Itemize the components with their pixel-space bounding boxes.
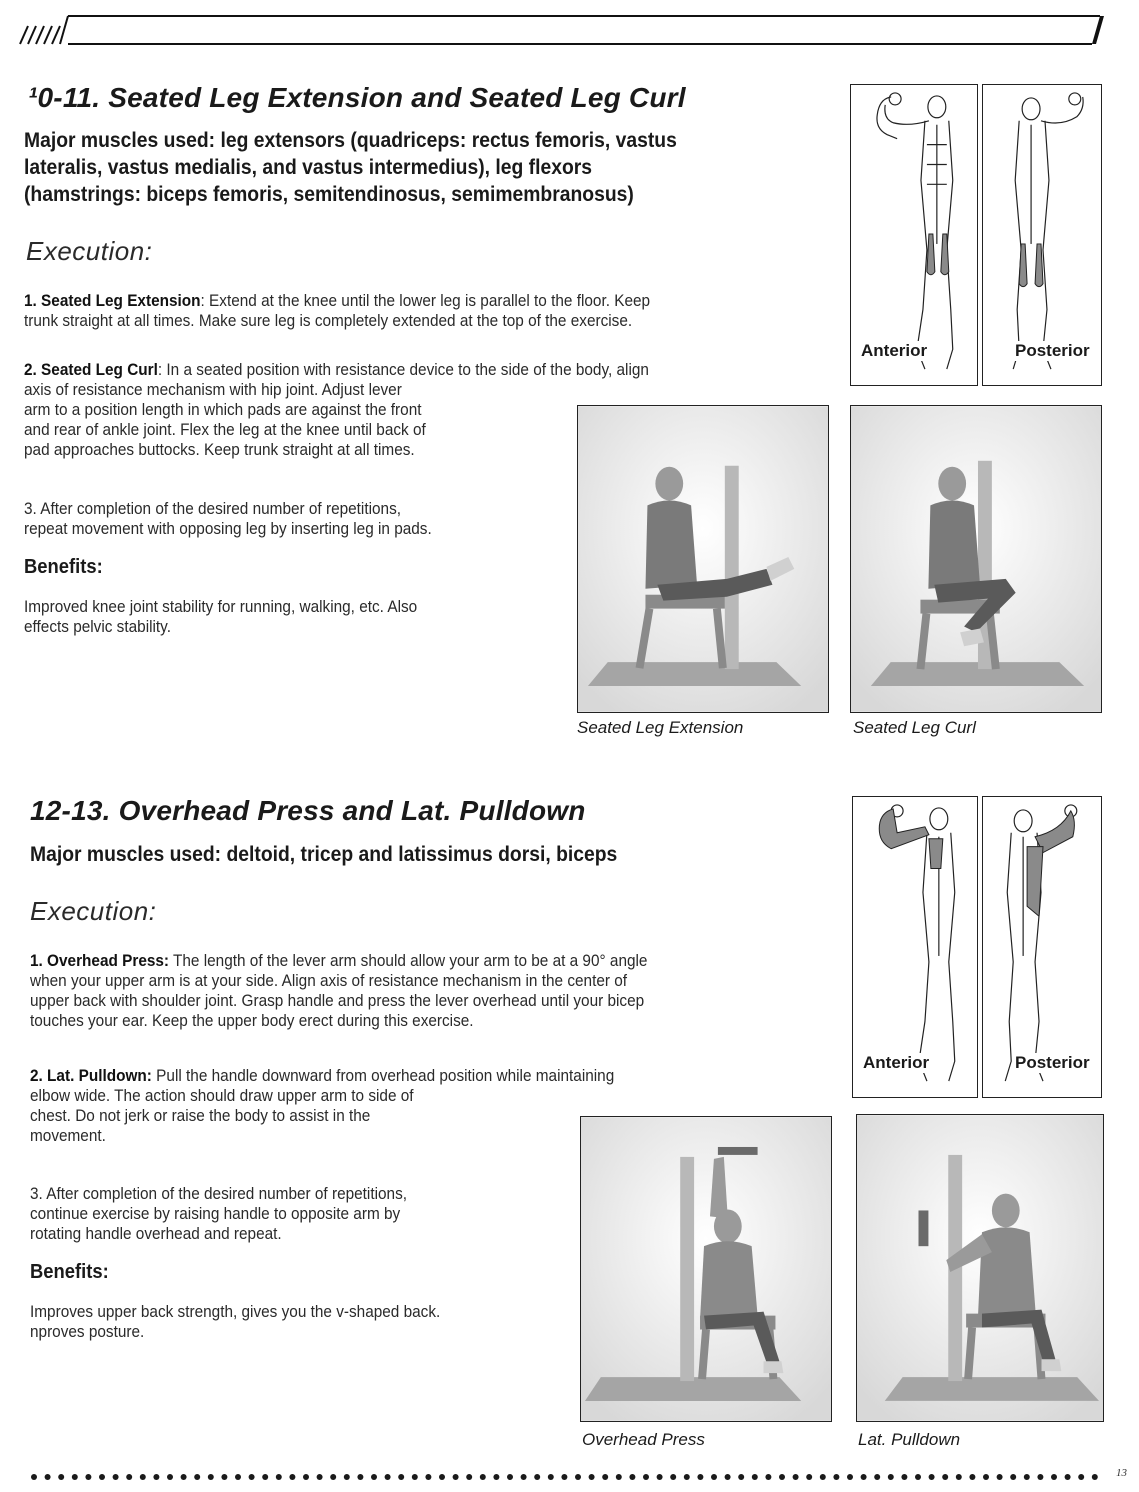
footer-dot <box>575 1474 581 1480</box>
footer-dot <box>45 1474 51 1480</box>
section1-muscles <box>24 127 815 208</box>
section1-anterior-figure <box>850 84 978 386</box>
anterior-muscle-icon <box>851 85 979 385</box>
footer-dot <box>670 1474 676 1480</box>
footer-dot <box>262 1474 268 1480</box>
section2-step2-text-a: Pull the handle downward from overhead position while maintaining <box>151 1067 615 1085</box>
section2-step3-text-a: 3. After completion of the desired number of repetitions, <box>30 1185 408 1203</box>
footer-dot <box>820 1474 826 1480</box>
seated-leg-extension-image <box>578 406 828 712</box>
footer-dot <box>629 1474 635 1480</box>
footer-dot <box>684 1474 690 1480</box>
overhead-press-photo <box>580 1116 832 1422</box>
footer-dot <box>534 1474 540 1480</box>
footer-dot <box>874 1474 880 1480</box>
footer-dot <box>412 1474 418 1480</box>
footer-dot <box>561 1474 567 1480</box>
footer-dot <box>398 1474 404 1480</box>
lat-pulldown-caption: Lat. Pulldown <box>858 1430 961 1449</box>
section1-muscles-line2: lateralis, vastus medialis, and vastus intermedius), leg flexors <box>24 156 593 179</box>
footer-dot <box>85 1474 91 1480</box>
footer-dot <box>140 1474 146 1480</box>
footer-dot <box>249 1474 255 1480</box>
footer-dot <box>425 1474 431 1480</box>
footer-dot <box>194 1474 200 1480</box>
section2-step2-label: 2. Lat. Pulldown: <box>30 1067 152 1085</box>
section1-step3-text-a: 3. After completion of the desired number of repetitions, <box>24 500 402 518</box>
section2-anterior-figure <box>852 796 978 1098</box>
section1-step1 <box>24 291 842 331</box>
footer-dot <box>235 1474 241 1480</box>
lat-pulldown-image <box>857 1115 1103 1421</box>
section2-benefits-text-a: Improves upper back strength, gives you the v-shaped back. <box>30 1303 441 1321</box>
section1-anterior-label: Anterior <box>861 341 928 360</box>
overhead-press-caption: Overhead Press <box>582 1430 705 1449</box>
footer-dot <box>453 1474 459 1480</box>
section1-benefits-heading: Benefits: <box>24 556 103 578</box>
footer-dot <box>711 1474 717 1480</box>
footer-dot <box>181 1474 187 1480</box>
footer-dot <box>330 1474 336 1480</box>
section1-step2-text-a: : In a seated position with resistance device to the side of the body, align <box>157 361 649 379</box>
footer-dot <box>1078 1474 1084 1480</box>
section2-step3 <box>30 1184 551 1244</box>
footer-dot <box>153 1474 159 1480</box>
section2-title: 12-13. Overhead Press and Lat. Pulldown <box>30 795 586 826</box>
footer-dot <box>1037 1474 1043 1480</box>
footer-dot <box>276 1474 282 1480</box>
footer-dot <box>385 1474 391 1480</box>
footer-dot <box>833 1474 839 1480</box>
footer-dot <box>915 1474 921 1480</box>
footer-dot <box>1010 1474 1016 1480</box>
anterior-upper-muscle-icon <box>853 797 979 1097</box>
footer-dot <box>289 1474 295 1480</box>
section1-step1-text-b: trunk straight at all times. Make sure leg is completely extended at the top of the exercise. <box>24 312 633 330</box>
overhead-press-image <box>581 1117 831 1421</box>
seated-leg-extension-caption: Seated Leg Extension <box>577 718 744 737</box>
section2-anterior-label: Anterior <box>863 1053 930 1072</box>
section2-posterior-figure <box>982 796 1102 1098</box>
footer-dot <box>861 1474 867 1480</box>
footer-dot <box>99 1474 105 1480</box>
section2-step1-text-a: The length of the lever arm should allow your arm to be at a 90° angle <box>169 952 648 970</box>
section1-step1-label: 1. Seated Leg Extension <box>24 292 201 310</box>
section2-step3-text-b: continue exercise by raising handle to opposite arm by <box>30 1205 401 1223</box>
footer-dot <box>901 1474 907 1480</box>
footer-dot <box>221 1474 227 1480</box>
footer-dot <box>997 1474 1003 1480</box>
section1-title: ¹0-11. Seated Leg Extension and Seated Leg Curl <box>28 82 686 113</box>
section1-step2-label: 2. Seated Leg Curl <box>24 361 158 379</box>
section1-step2-text-d: and rear of ankle joint. Flex the leg at the knee until back of <box>24 421 426 439</box>
footer-dot-rule <box>30 1470 1110 1484</box>
seated-leg-curl-image <box>851 406 1101 712</box>
footer-dot <box>466 1474 472 1480</box>
section2-step1-text-d: touches your ear. Keep the upper body erect during this exercise. <box>30 1012 474 1030</box>
section1-step2-text-e: pad approaches buttocks. Keep trunk straight at all times. <box>24 441 415 459</box>
section1-step3 <box>24 499 545 539</box>
footer-dot <box>493 1474 499 1480</box>
section1-benefits <box>24 597 545 637</box>
footer-dot <box>344 1474 350 1480</box>
footer-dot <box>589 1474 595 1480</box>
section1-execution-heading: Execution: <box>26 236 153 266</box>
footer-dot <box>752 1474 758 1480</box>
section2-step1-label: 1. Overhead Press: <box>30 952 170 970</box>
section1-muscles-line3: (hamstrings: biceps femoris, semitendinosus, semimembranosus) <box>24 183 634 206</box>
section2-posterior-label: Posterior <box>1015 1053 1090 1072</box>
footer-dot <box>208 1474 214 1480</box>
footer-dot <box>793 1474 799 1480</box>
footer-dot <box>956 1474 962 1480</box>
footer-dot <box>806 1474 812 1480</box>
section1-muscles-line1: Major muscles used: leg extensors (quadriceps: rectus femoris, vastus <box>24 129 677 152</box>
footer-dot <box>548 1474 554 1480</box>
section2-step3-text-c: rotating handle overhead and repeat. <box>30 1225 282 1243</box>
footer-dot <box>929 1474 935 1480</box>
section2-step1 <box>30 951 848 1031</box>
page-number: 13 <box>1116 1467 1127 1479</box>
footer-dot <box>1024 1474 1030 1480</box>
section1-step2-text-b: axis of resistance mechanism with hip joint. Adjust lever <box>24 381 402 399</box>
seated-leg-curl-photo <box>850 405 1102 713</box>
footer-dot <box>738 1474 744 1480</box>
section1-benefits-text-b: effects pelvic stability. <box>24 618 171 636</box>
footer-dot <box>969 1474 975 1480</box>
footer-dot <box>983 1474 989 1480</box>
footer-dot <box>765 1474 771 1480</box>
footer-dot <box>113 1474 119 1480</box>
section2-benefits-heading: Benefits: <box>30 1261 109 1283</box>
footer-dot <box>72 1474 78 1480</box>
section2-step1-text-c: upper back with shoulder joint. Grasp handle and press the lever overhead until your bicep <box>30 992 645 1010</box>
section2-step2-text-d: movement. <box>30 1127 106 1145</box>
section1-posterior-label: Posterior <box>1015 341 1090 360</box>
section2-step2-text-c: chest. Do not jerk or raise the body to assist in the <box>30 1107 371 1125</box>
footer-dot <box>357 1474 363 1480</box>
footer-dot <box>303 1474 309 1480</box>
footer-dot <box>657 1474 663 1480</box>
seated-leg-curl-caption: Seated Leg Curl <box>853 718 976 737</box>
section1-step2-text-c: arm to a position length in which pads are against the front <box>24 401 422 419</box>
section2-muscles: Major muscles used: deltoid, tricep and latissimus dorsi, biceps <box>30 843 618 866</box>
section1-step3-text-b: repeat movement with opposing leg by inserting leg in pads. <box>24 520 432 538</box>
footer-dot <box>942 1474 948 1480</box>
section2-execution-heading: Execution: <box>30 896 157 926</box>
footer-dot <box>602 1474 608 1480</box>
footer-dot <box>480 1474 486 1480</box>
section1-step1-text-a: : Extend at the knee until the lower leg is parallel to the floor. Keep <box>200 292 651 310</box>
footer-dot <box>126 1474 132 1480</box>
footer-dot <box>58 1474 64 1480</box>
section2-step1-text-b: when your upper arm is at your side. Align axis of resistance mechanism in the center of <box>30 972 628 990</box>
posterior-muscle-icon <box>983 85 1103 385</box>
footer-dot <box>616 1474 622 1480</box>
footer-dot <box>1065 1474 1071 1480</box>
footer-dot <box>439 1474 445 1480</box>
footer-dot <box>847 1474 853 1480</box>
footer-dot <box>31 1474 37 1480</box>
section2-benefits-text-b: nproves posture. <box>30 1323 145 1341</box>
posterior-upper-muscle-icon <box>983 797 1103 1097</box>
section1-posterior-figure <box>982 84 1102 386</box>
footer-dot <box>1051 1474 1057 1480</box>
footer-dot <box>725 1474 731 1480</box>
footer-dot <box>779 1474 785 1480</box>
footer-dot <box>888 1474 894 1480</box>
footer-dot <box>371 1474 377 1480</box>
footer-dot <box>167 1474 173 1480</box>
footer-dot <box>507 1474 513 1480</box>
footer-dot <box>1092 1474 1098 1480</box>
footer-dot <box>643 1474 649 1480</box>
footer-dot <box>317 1474 323 1480</box>
section2-benefits <box>30 1302 551 1342</box>
section1-benefits-text-a: Improved knee joint stability for running, walking, etc. Also <box>24 598 418 616</box>
section2-step2-text-b: elbow wide. The action should draw upper arm to side of <box>30 1087 414 1105</box>
header-rule <box>18 8 1108 48</box>
footer-dot <box>521 1474 527 1480</box>
lat-pulldown-photo <box>856 1114 1104 1422</box>
footer-dot <box>697 1474 703 1480</box>
seated-leg-extension-photo <box>577 405 829 713</box>
